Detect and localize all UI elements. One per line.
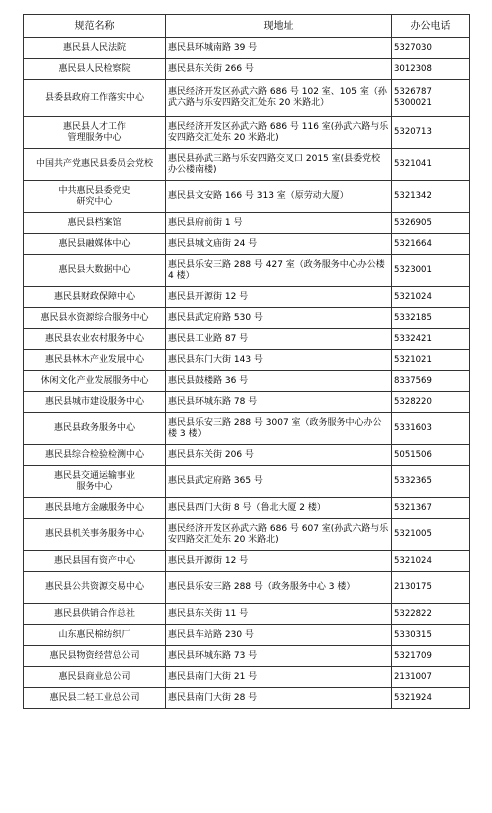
org-name-cell: 休闲文化产业发展服务中心: [24, 371, 166, 392]
address-cell: 惠民县东关街 206 号: [166, 445, 392, 466]
table-row: [24, 181, 470, 213]
org-name-cell: 惠民县人才工作 管理服务中心: [24, 117, 166, 149]
org-name-cell: 惠民县水资源综合服务中心: [24, 308, 166, 329]
address-cell: 惠民县环城东路 78 号: [166, 392, 392, 413]
table-row: [24, 498, 470, 519]
address-cell: 惠民县鼓楼路 36 号: [166, 371, 392, 392]
address-cell: 惠民经济开发区孙武六路 686 号 116 室(孙武六路与乐安四路交汇处东 20 米路北): [166, 117, 392, 149]
address-cell: 惠民县乐安三路 288 号（政务服务中心 3 楼）: [166, 572, 392, 604]
table-row: [24, 308, 470, 329]
phone-cell: 5326787 5300021: [392, 80, 470, 117]
table-row: [24, 234, 470, 255]
org-name-cell: 中共惠民县委党史 研究中心: [24, 181, 166, 213]
phone-cell: 8337569: [392, 371, 470, 392]
address-cell: 惠民县南门大街 28 号: [166, 688, 392, 709]
table-body: [24, 38, 470, 709]
org-name-cell: 惠民县林木产业发展中心: [24, 350, 166, 371]
table-row: [24, 117, 470, 149]
phone-cell: 5323001: [392, 255, 470, 287]
table-row: [24, 59, 470, 80]
address-cell: 惠民县乐安三路 288 号 3007 室（政务服务中心办公楼 3 楼）: [166, 413, 392, 445]
agency-directory-table: [23, 14, 470, 709]
address-cell: 惠民县孙武三路与乐安四路交叉口 2015 室(县委党校办公楼南楼): [166, 149, 392, 181]
phone-cell: 5321342: [392, 181, 470, 213]
org-name-cell: 惠民县机关事务服务中心: [24, 519, 166, 551]
phone-cell: 5321005: [392, 519, 470, 551]
table-row: [24, 329, 470, 350]
phone-cell: 5326905: [392, 213, 470, 234]
address-cell: 惠民经济开发区孙武六路 686 号 607 室(孙武六路与乐安四路交汇处东 20 米路北): [166, 519, 392, 551]
table-row: [24, 445, 470, 466]
address-cell: 惠民县车站路 230 号: [166, 625, 392, 646]
phone-cell: 5321664: [392, 234, 470, 255]
phone-cell: 5332365: [392, 466, 470, 498]
phone-cell: 2131007: [392, 667, 470, 688]
org-name-cell: 惠民县融媒体中心: [24, 234, 166, 255]
table-row: [24, 466, 470, 498]
phone-cell: 5332185: [392, 308, 470, 329]
org-name-cell: 惠民县档案馆: [24, 213, 166, 234]
phone-cell: 5331603: [392, 413, 470, 445]
table-row: [24, 255, 470, 287]
table-row: [24, 80, 470, 117]
address-cell: 惠民经济开发区孙武六路 686 号 102 室、105 室（孙武六路与乐安四路交汇处东 20 米路北）: [166, 80, 392, 117]
phone-cell: 5321024: [392, 551, 470, 572]
phone-cell: 5332421: [392, 329, 470, 350]
phone-cell: 3012308: [392, 59, 470, 80]
table-row: [24, 149, 470, 181]
org-name-cell: 惠民县财政保障中心: [24, 287, 166, 308]
address-cell: 惠民县环城南路 39 号: [166, 38, 392, 59]
phone-cell: 5328220: [392, 392, 470, 413]
org-name-cell: 惠民县农业农村服务中心: [24, 329, 166, 350]
table-row: [24, 604, 470, 625]
table-row: [24, 646, 470, 667]
address-cell: 惠民县城文庙街 24 号: [166, 234, 392, 255]
header-address: 现地址: [166, 15, 392, 38]
org-name-cell: 惠民县地方金融服务中心: [24, 498, 166, 519]
org-name-cell: 惠民县政务服务中心: [24, 413, 166, 445]
org-name-cell: 惠民县交通运输事业 服务中心: [24, 466, 166, 498]
table-row: [24, 371, 470, 392]
org-name-cell: 惠民县供销合作总社: [24, 604, 166, 625]
org-name-cell: 惠民县物资经营总公司: [24, 646, 166, 667]
table-row: [24, 688, 470, 709]
table-row: [24, 38, 470, 59]
table-row: [24, 392, 470, 413]
org-name-cell: 惠民县综合检验检测中心: [24, 445, 166, 466]
phone-cell: 5051506: [392, 445, 470, 466]
address-cell: 惠民县开源街 12 号: [166, 551, 392, 572]
phone-cell: 5321024: [392, 287, 470, 308]
org-name-cell: 惠民县人民法院: [24, 38, 166, 59]
phone-cell: 5320713: [392, 117, 470, 149]
org-name-cell: 惠民县人民检察院: [24, 59, 166, 80]
phone-cell: 5321021: [392, 350, 470, 371]
table-row: [24, 213, 470, 234]
phone-cell: 5321924: [392, 688, 470, 709]
org-name-cell: 惠民县公共资源交易中心: [24, 572, 166, 604]
address-cell: 惠民县府前街 1 号: [166, 213, 392, 234]
header-name: 规范名称: [24, 15, 166, 38]
table-row: [24, 551, 470, 572]
phone-cell: 5321041: [392, 149, 470, 181]
address-cell: 惠民县东关街 266 号: [166, 59, 392, 80]
org-name-cell: 惠民县大数据中心: [24, 255, 166, 287]
phone-cell: 5330315: [392, 625, 470, 646]
table-row: [24, 667, 470, 688]
address-cell: 惠民县文安路 166 号 313 室（原劳动大厦）: [166, 181, 392, 213]
table-row: [24, 572, 470, 604]
address-cell: 惠民县环城东路 73 号: [166, 646, 392, 667]
address-cell: 惠民县武定府路 530 号: [166, 308, 392, 329]
address-cell: 惠民县东门大街 143 号: [166, 350, 392, 371]
org-name-cell: 县委县政府工作落实中心: [24, 80, 166, 117]
phone-cell: 2130175: [392, 572, 470, 604]
address-cell: 惠民县乐安三路 288 号 427 室（政务服务中心办公楼 4 楼）: [166, 255, 392, 287]
address-cell: 惠民县西门大街 8 号（鲁北大厦 2 楼）: [166, 498, 392, 519]
phone-cell: 5321367: [392, 498, 470, 519]
address-cell: 惠民县工业路 87 号: [166, 329, 392, 350]
phone-cell: 5327030: [392, 38, 470, 59]
phone-cell: 5321709: [392, 646, 470, 667]
table-row: [24, 625, 470, 646]
org-name-cell: 中国共产党惠民县委员会党校: [24, 149, 166, 181]
phone-cell: 5322822: [392, 604, 470, 625]
table-row: [24, 519, 470, 551]
address-cell: 惠民县南门大街 21 号: [166, 667, 392, 688]
address-cell: 惠民县开源街 12 号: [166, 287, 392, 308]
org-name-cell: 惠民县城市建设服务中心: [24, 392, 166, 413]
org-name-cell: 惠民县国有资产中心: [24, 551, 166, 572]
header-phone: 办公电话: [392, 15, 470, 38]
address-cell: 惠民县武定府路 365 号: [166, 466, 392, 498]
table-row: [24, 350, 470, 371]
table-row: [24, 287, 470, 308]
address-cell: 惠民县东关街 11 号: [166, 604, 392, 625]
org-name-cell: 惠民县二轻工业总公司: [24, 688, 166, 709]
org-name-cell: 惠民县商业总公司: [24, 667, 166, 688]
table-row: [24, 413, 470, 445]
table-header-row: [24, 15, 470, 38]
org-name-cell: 山东惠民棉纺织厂: [24, 625, 166, 646]
